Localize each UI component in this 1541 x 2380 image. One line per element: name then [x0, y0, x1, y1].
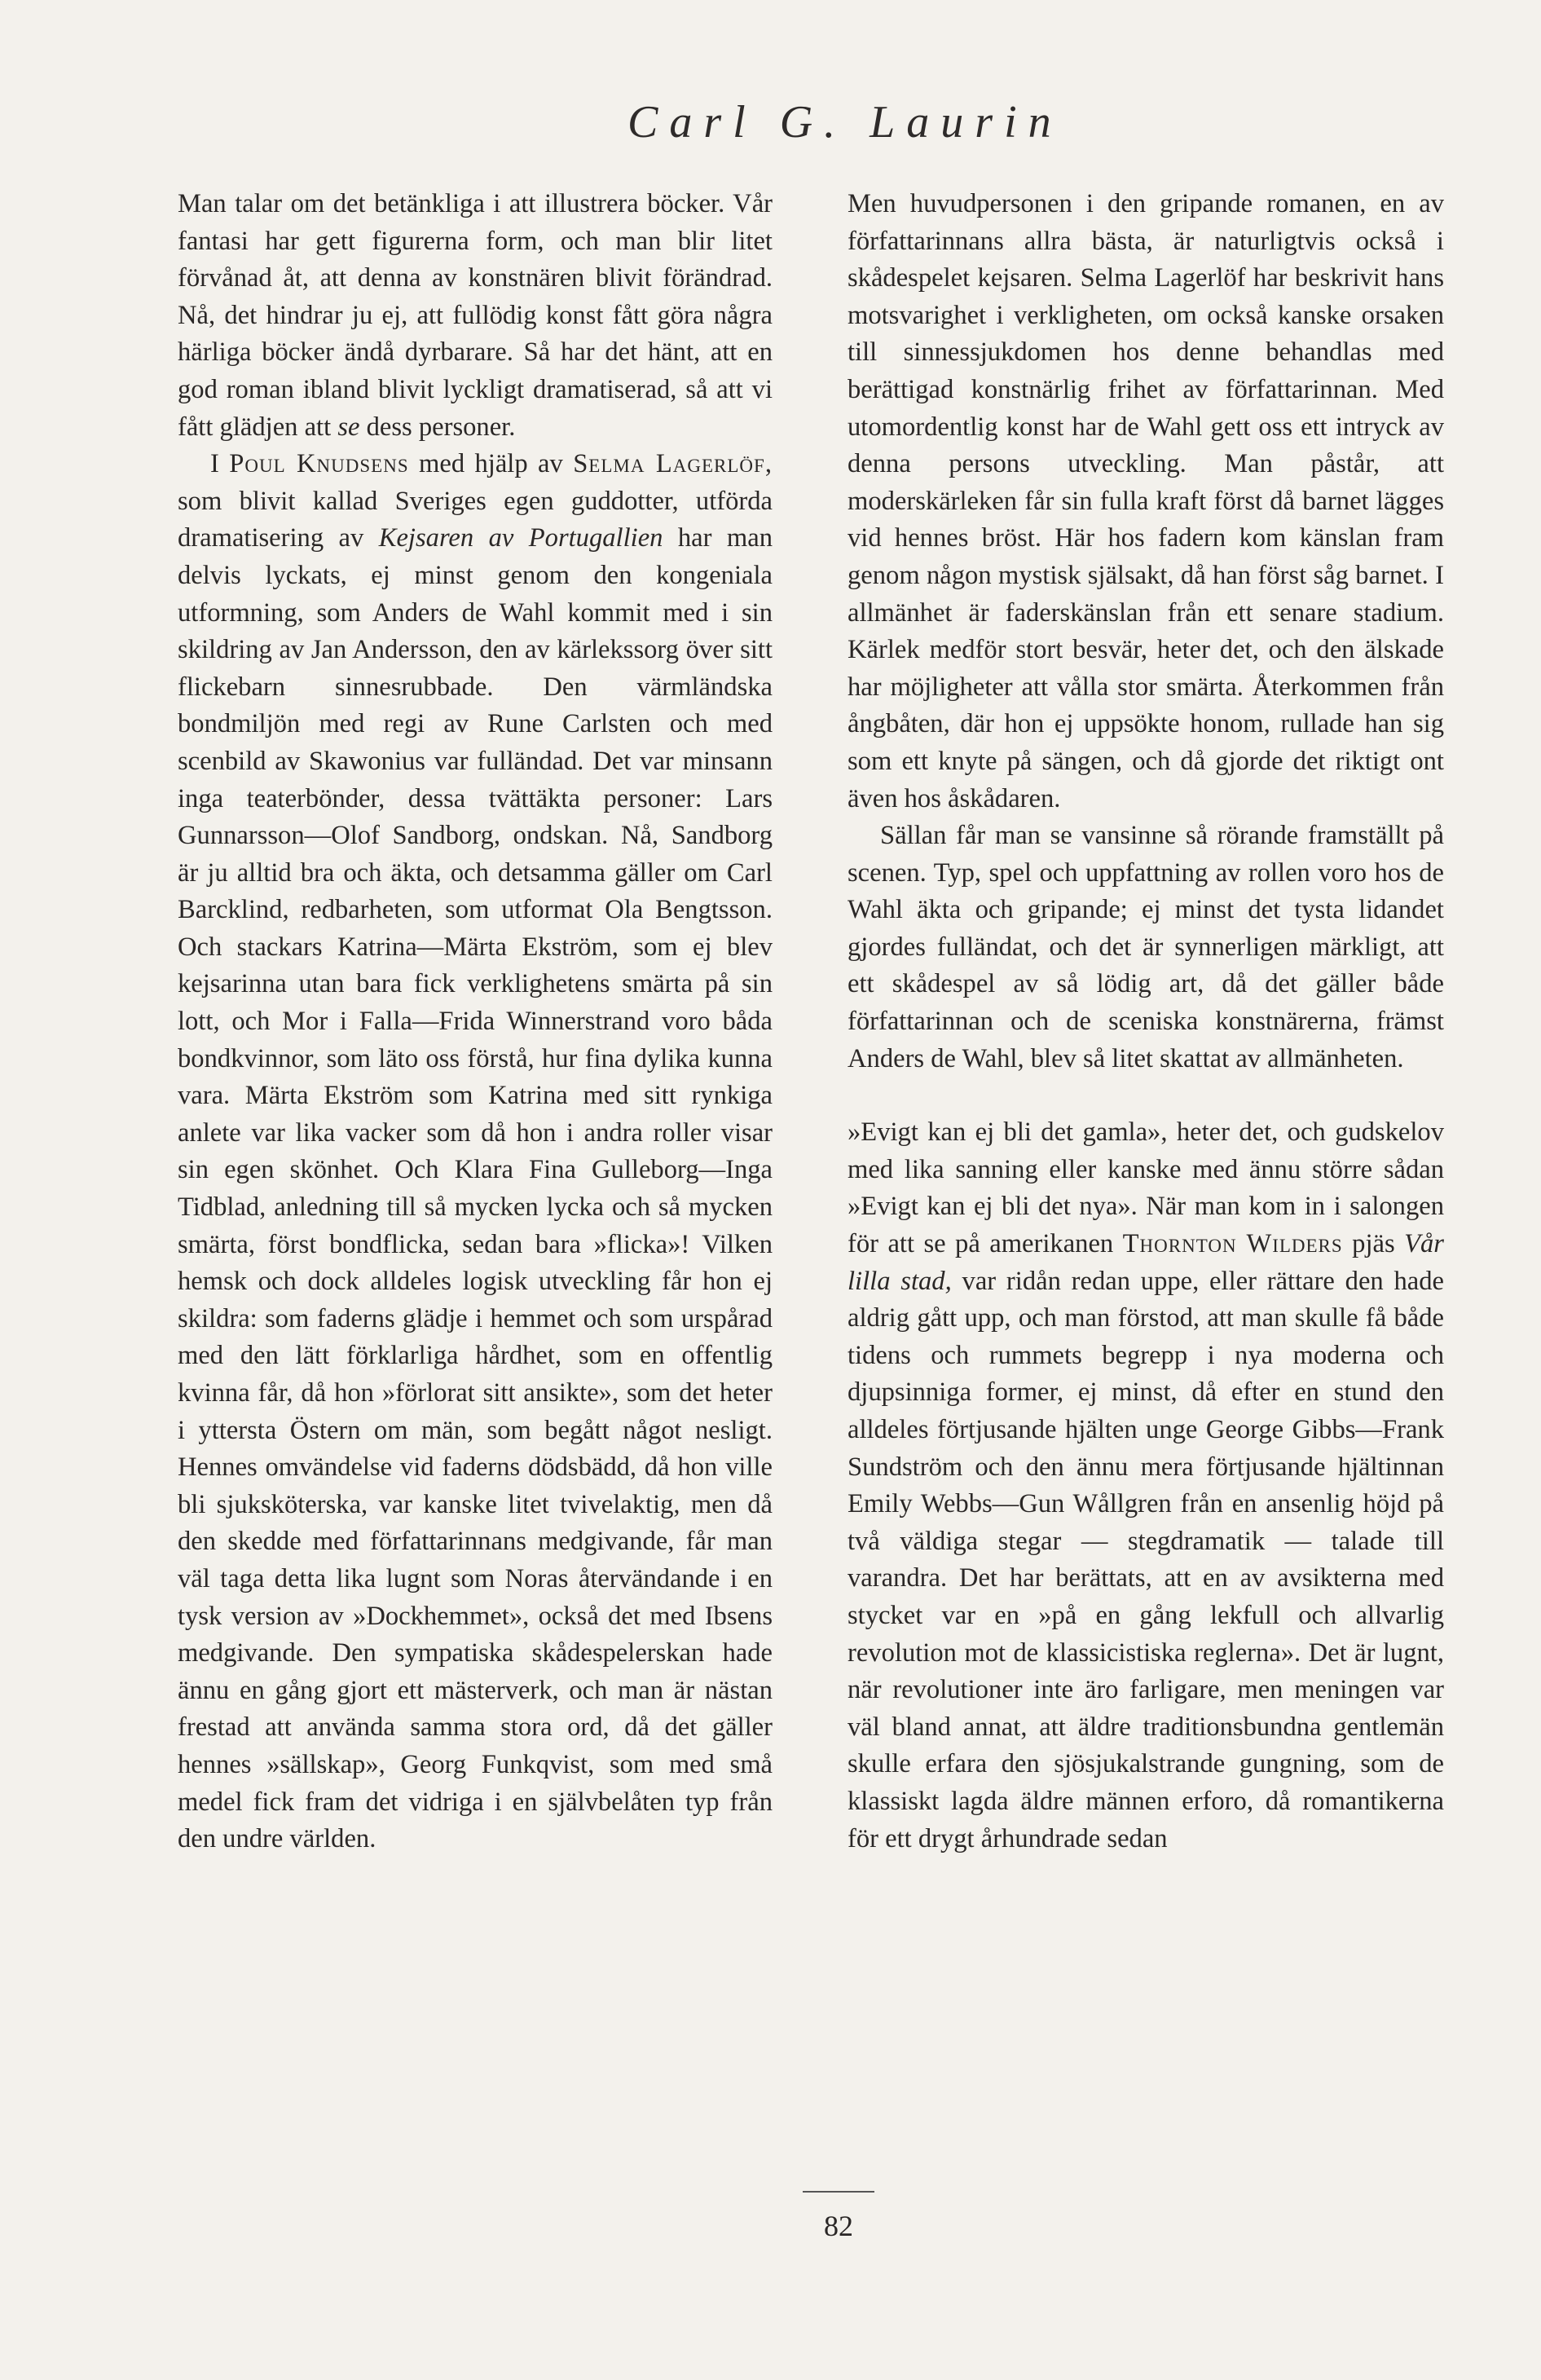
- paragraph-text: »Evigt kan ej bli det gamla», heter det, och gudskelov med lika sanning eller kanske med ännu större sådan »Evigt kan ej bli det nya». När man kom in i salongen för att se på amerikanen: [848, 1117, 1444, 1259]
- paragraph-text: pjäs: [1352, 1229, 1395, 1259]
- paragraph-text: som blivit kallad Sveriges egen guddotter, utförda dramatisering av: [178, 486, 773, 553]
- author-name: Thornton Wilders: [1122, 1229, 1343, 1259]
- paragraph-text: med hjälp av: [419, 449, 563, 479]
- page-number-rule: [803, 2191, 874, 2193]
- paragraph-text: I: [210, 449, 219, 479]
- work-title: Vår lilla stad,: [848, 1229, 1444, 1296]
- paragraph-text: Man talar om det betänkliga i att illustrera böcker. Vår fantasi har gett figurerna form, och man blir litet förvånad åt, att denna av konstnären blivit förändrad. Nå, det hindrar ju ej, att fullödig konst fått göra några härliga böcker ändå dyrbarare. Så har det hänt, att en god roman ibland blivit lyckligt dramatiserad, så att vi fått glädjen att: [178, 189, 773, 442]
- author-name: Poul Knudsens: [229, 449, 409, 479]
- paragraph-text: var ridån redan uppe, eller rättare den hade aldrig gått upp, och man förstod, att man skulle få både tidens och rummets begrepp i nya moderna och djupsinniga former, ej minst, då efter en stund den alldeles förtjusande hjälten unge George Gibbs—Frank Sundström och den ännu mera förtjusande hjältinnan Emily Webbs—Gun Wållgren från en ansenlig höjd på två väldiga stegar — stegdramatik — talade till varandra. Det har berättats, att en av avsikterna med stycket var en »på en gång lekfull och allvarlig revolution mot de klassicistiska reglerna». Det är lugnt, när revolutioner inte äro farligare, men meningen var väl bland annat, att äldre traditionsbundna gentlemän skulle erfara den sjösjukalstrande gungning, som de klassiskt lagda äldre männen erforo, då romantikerna för ett drygt århundrade sedan: [848, 1266, 1445, 1853]
- running-head: Carl G. Laurin: [627, 97, 1063, 148]
- paragraph-text: dess personer.: [366, 412, 516, 442]
- paragraph: Men huvudpersonen i den gripande romanen, en av författarinnans allra bästa, är naturligtvis också i skådespelet kejsaren. Selma Lagerlöf har beskrivit hans motsvarighet i verkligheten, om också kanske orsaken till sinnessjukdomen hos denne behandlas med berättigad konstnärlig frihet av författarinnan. Med utomordentlig konst har de Wahl gett oss ett intryck av denna persons utveckling. Man påstår, att moderskärleken får sin fulla kraft först då barnet lägges vid hennes bröst. Här hos fadern kom känslan fram genom någon mystisk själsakt, då han först såg barnet. I allmänhet är faderskänslan från ett senare stadium. Kärlek medför stort besvär, heter det, och den älskade har möjligheter att vålla stor smärta. Återkommen från ångbåten, där hon ej uppsökte honom, rullade han sig som ett knyte på sängen, och då gjorde det riktigt ont även hos åskådaren.: [848, 189, 1444, 813]
- left-column: [178, 186, 773, 1858]
- emphasis: se: [337, 412, 360, 442]
- paragraph: [178, 446, 773, 1858]
- page-number: 82: [824, 2210, 853, 2242]
- paragraph-text: har man delvis lyckats, ej minst genom den kongeniala utformning, som Anders de Wahl kommit med i sin skildring av Jan Andersson, den av kärlekssorg över sitt flickebarn sinnesrubbade. Den värmländska bondmiljön med regi av Rune Carlsten och med scenbild av Skawonius var fulländad. Det var minsann inga teaterbönder, dessa tvättäkta personer: Lars Gunnarsson—Olof Sandborg, ondskan. Nå, Sandborg är ju alltid bra och äkta, och detsamma gäller om Carl Barcklind, redbarheten, som utformat Ola Bengtsson. Och stackars Katrina—Märta Ekström, som ej blev kejsarinna utan bara fick verklighetens smärta på sin lott, och Mor i Falla—Frida Winnerstrand voro båda bondkvinnor, som läto oss förstå, hur fina dylika kunna vara. Märta Ekström som Katrina med sitt rynkiga anlete var lika vacker som då hon i andra roller visar sin egen skönhet. Och Klara Fina Gulleborg—Inga Tidblad, anledning till så mycken lycka och så mycken smärta, först bondflicka, sedan bara »flicka»! Vilken hemsk och dock alldeles logisk utveckling får hon ej skildra: som faderns glädje i hemmet och som urspårad med den lätt förklarliga hårdhet, som en offentlig kvinna får, då hon »förlorat sitt ansikte», som det heter i yttersta Östern om män, som begått något nesligt. Hennes omvändelse vid faderns dödsbädd, då hon ville bli sjuksköterska, var kanske litet tvivelaktig, men då den skedde med författarinnans medgivande, får man väl taga detta lika lugnt som Noras återvändande i en tysk version av »Dockhemmet», också det med Ibsens medgivande. Den sympatiska skådespelerskan hade ännu en gång gjort ett mästerverk, och man är nästan frestad att använda samma stora ord, då det gäller hennes »sällskap», Georg Funkqvist, som med små medel fick fram det vidriga i en självbelåten typ från den undre världen.: [178, 523, 773, 1854]
- paragraph: [178, 186, 773, 446]
- right-column: [848, 186, 1444, 1858]
- author-name: Selma Lagerlöf,: [573, 449, 773, 479]
- work-title: Kejsaren av Portugallien: [378, 523, 663, 553]
- paragraph: Sällan får man se vansinne så rörande framställt på scenen. Typ, spel och uppfattning av rollen voro hos de Wahl äkta och gripande; ej minst det tysta lidandet gjordes fulländat, och det är synnerligen märkligt, att ett skådespel av så lödig art, då det gäller både författarinnan och de sceniska konstnärerna, främst Anders de Wahl, blev så litet skattat av allmänheten.: [848, 821, 1444, 1073]
- paragraph: [848, 1114, 1444, 1858]
